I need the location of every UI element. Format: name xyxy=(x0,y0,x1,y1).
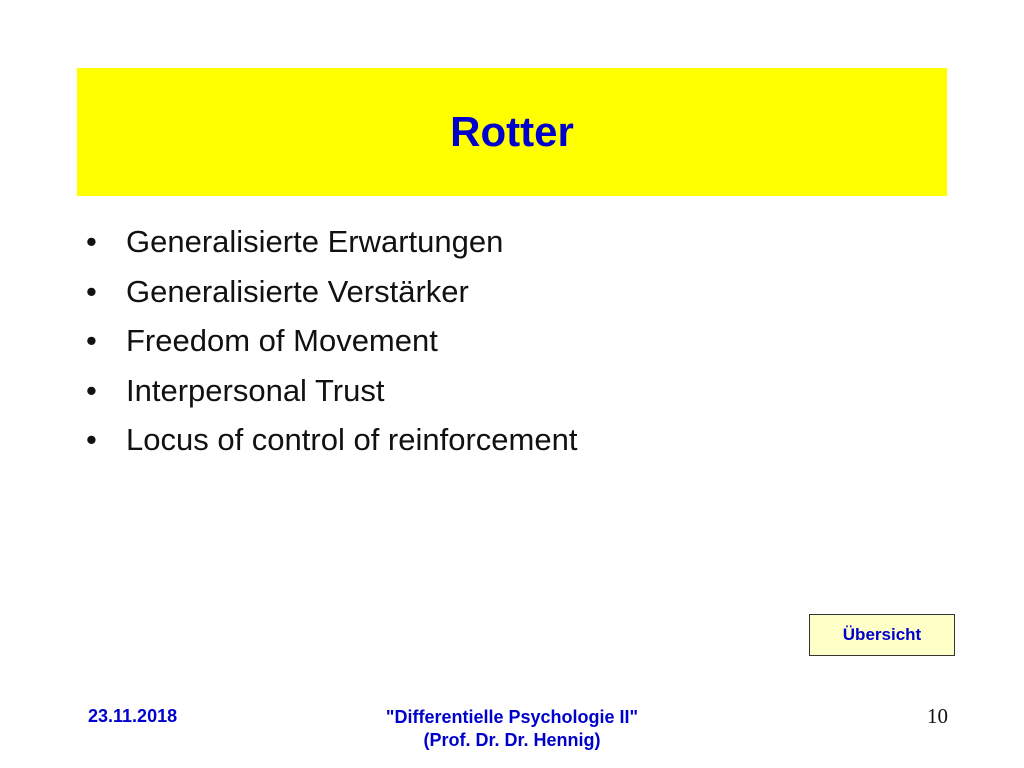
bullet-text: Interpersonal Trust xyxy=(126,372,385,408)
bullet-icon: • xyxy=(86,422,97,457)
slide-title: Rotter xyxy=(450,108,574,155)
bullet-icon: • xyxy=(86,273,97,309)
bullet-icon: • xyxy=(86,224,97,259)
bullet-list xyxy=(86,224,577,472)
bullet-icon: • xyxy=(86,323,97,358)
list-item xyxy=(86,323,577,373)
list-item xyxy=(86,224,577,274)
list-item xyxy=(86,373,577,423)
bullet-text: Generalisierte Verstärker xyxy=(126,273,469,309)
bullet-icon: • xyxy=(86,372,97,408)
bullet-text: Locus of control of reinforcement xyxy=(126,422,578,457)
footer-course-title: "Differentielle Psychologie II" xyxy=(385,707,639,727)
footer-course-info xyxy=(312,706,712,752)
page-number: 10 xyxy=(927,704,948,728)
bullet-text: Freedom of Movement xyxy=(126,323,438,358)
footer-date: 23.11.2018 xyxy=(88,706,178,726)
footer-lecturer: (Prof. Dr. Dr. Hennig) xyxy=(423,730,601,750)
bullet-text: Generalisierte Erwartungen xyxy=(126,224,504,259)
title-banner xyxy=(77,68,947,196)
list-item xyxy=(86,422,577,472)
overview-button[interactable]: Übersicht xyxy=(809,614,955,656)
list-item xyxy=(86,274,577,324)
